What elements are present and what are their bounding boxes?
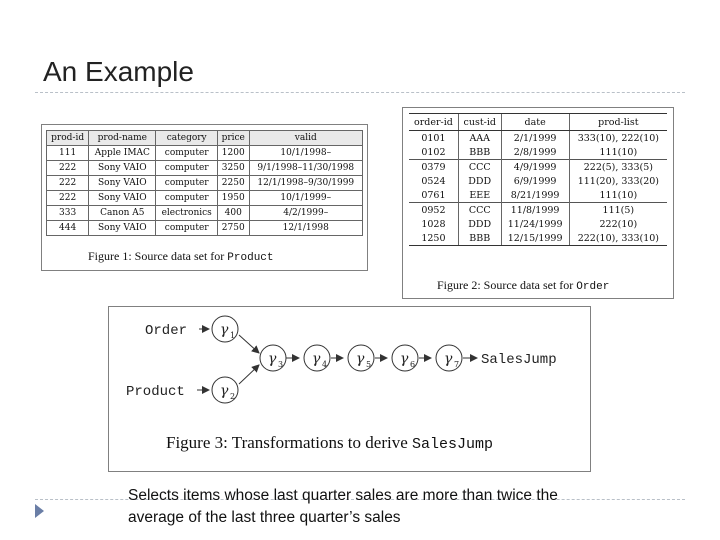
table-row <box>409 174 667 188</box>
figure-2-caption <box>437 278 609 293</box>
table-row <box>409 188 667 203</box>
column-header: category <box>156 131 218 146</box>
column-header: date <box>501 114 569 131</box>
figure-1-caption <box>88 249 274 264</box>
table-cell: 222 <box>47 161 89 176</box>
node-symbol: γ <box>220 322 229 338</box>
node-sub: 3 <box>278 360 284 369</box>
table-row <box>409 203 667 218</box>
table-cell: computer <box>156 221 218 236</box>
table-cell: BBB <box>458 145 501 160</box>
node-t5 <box>348 345 374 371</box>
table-cell: 222(10), 333(10) <box>569 231 667 246</box>
table-cell: EEE <box>458 188 501 203</box>
column-header: prod-name <box>89 131 156 146</box>
column-header: order-id <box>409 114 458 131</box>
table-cell: 4/2/1999– <box>249 206 362 221</box>
node-t6 <box>392 345 418 371</box>
table-row <box>409 160 667 175</box>
table-row <box>47 146 363 161</box>
figure-transformation-diagram <box>108 306 591 472</box>
caption-text: Figure 2: Source data set for <box>437 278 577 292</box>
table-cell: 333 <box>47 206 89 221</box>
column-header: valid <box>249 131 362 146</box>
table-cell: 6/9/1999 <box>501 174 569 188</box>
table-cell: 12/15/1999 <box>501 231 569 246</box>
table-cell: Apple IMAC <box>89 146 156 161</box>
node-t4 <box>304 345 330 371</box>
table-cell: 1200 <box>217 146 249 161</box>
table-cell: CCC <box>458 203 501 218</box>
table-cell: 0524 <box>421 175 446 187</box>
table-cell: 0102 <box>421 146 446 158</box>
table-cell: 2250 <box>217 176 249 191</box>
input-order: Order <box>145 323 188 339</box>
column-header: prod-list <box>569 114 667 131</box>
table-row <box>47 191 363 206</box>
caption-text: Figure 1: Source data set for <box>88 249 228 263</box>
title-divider <box>35 92 685 93</box>
figure-product-table <box>41 124 368 271</box>
body-text: Selects items whose last quarter sales are more than twice the average of the last three quarter’s sales <box>128 487 558 526</box>
bullet-arrow-icon <box>35 504 44 518</box>
table-cell: 444 <box>47 221 89 236</box>
caption-code: Order <box>576 281 610 293</box>
table-row <box>47 161 363 176</box>
table-cell: CCC <box>458 160 501 175</box>
table-cell: 1250 <box>409 231 458 246</box>
table-cell: DDD <box>458 174 501 188</box>
edge <box>239 365 259 384</box>
column-header: prod-id <box>47 131 89 146</box>
table-cell: 111(5) <box>569 203 667 218</box>
table-cell: BBB <box>458 231 501 246</box>
table-cell: DDD <box>458 217 501 231</box>
slide-title: An Example <box>43 56 194 87</box>
table-cell: 1950 <box>217 191 249 206</box>
table-cell: 12/1/1998–9/30/1999 <box>249 176 362 191</box>
table-cell: 0379 <box>409 160 458 175</box>
table-row <box>409 145 667 160</box>
output-salesjump: SalesJump <box>481 352 557 368</box>
table-cell: Sony VAIO <box>89 176 156 191</box>
node-sub: 6 <box>410 360 416 369</box>
table-header-row <box>409 114 667 131</box>
caption-text: Figure 3: Transformations to derive <box>166 433 413 452</box>
table-row <box>409 217 667 231</box>
table-cell: 2/8/1999 <box>501 145 569 160</box>
table-cell: 0101 <box>421 132 446 144</box>
edge <box>239 335 259 353</box>
caption-code: SalesJump <box>412 436 494 453</box>
table-cell: AAA <box>458 131 501 146</box>
column-header: price <box>217 131 249 146</box>
table-cell: 222 <box>47 176 89 191</box>
node-t2 <box>212 377 238 403</box>
table-cell: 11/8/1999 <box>501 203 569 218</box>
table-cell: 400 <box>217 206 249 221</box>
table-cell: Sony VAIO <box>89 161 156 176</box>
figure-3-caption <box>166 433 493 453</box>
table-cell: 8/21/1999 <box>501 188 569 203</box>
node-symbol: γ <box>220 383 229 399</box>
table-cell: 222(5), 333(5) <box>569 160 667 175</box>
node-sub: 5 <box>366 360 372 369</box>
node-symbol: γ <box>356 351 365 367</box>
table-cell: computer <box>156 176 218 191</box>
table-row <box>47 176 363 191</box>
figure-order-table <box>402 107 674 299</box>
table-cell: electronics <box>156 206 218 221</box>
column-header: cust-id <box>458 114 501 131</box>
node-sub: 2 <box>230 392 236 401</box>
table-row <box>409 231 667 246</box>
table-cell: Sony VAIO <box>89 191 156 206</box>
table-cell: 1028 <box>421 218 446 230</box>
table-row <box>409 131 667 146</box>
product-table <box>46 130 363 236</box>
node-t1 <box>212 316 238 342</box>
order-table <box>409 113 667 246</box>
table-cell: 111(10) <box>569 145 667 160</box>
table-cell: 11/24/1999 <box>501 217 569 231</box>
table-cell: 222(10) <box>569 217 667 231</box>
caption-code: Product <box>227 252 274 264</box>
table-cell: computer <box>156 146 218 161</box>
table-header-row <box>47 131 363 146</box>
table-cell: 9/1/1998–11/30/1998 <box>249 161 362 176</box>
table-cell: 12/1/1998 <box>249 221 362 236</box>
node-symbol: γ <box>312 351 321 367</box>
table-cell: computer <box>156 191 218 206</box>
table-cell: 3250 <box>217 161 249 176</box>
node-symbol: γ <box>268 351 277 367</box>
table-cell: 2/1/1999 <box>501 131 569 146</box>
table-cell: 0761 <box>421 189 446 201</box>
table-cell: 10/1/1998– <box>249 146 362 161</box>
table-cell: 333(10), 222(10) <box>569 131 667 146</box>
table-cell: Canon A5 <box>89 206 156 221</box>
node-t3 <box>260 345 286 371</box>
node-sub: 4 <box>322 360 328 369</box>
table-cell: Sony VAIO <box>89 221 156 236</box>
table-row <box>47 206 363 221</box>
table-cell: 111(10) <box>569 188 667 203</box>
node-symbol: γ <box>400 351 409 367</box>
node-sub: 1 <box>230 331 236 340</box>
table-row <box>47 221 363 236</box>
table-cell: 10/1/1999– <box>249 191 362 206</box>
input-product: Product <box>126 384 185 400</box>
table-cell: 2750 <box>217 221 249 236</box>
node-sub: 7 <box>454 360 460 369</box>
table-cell: 4/9/1999 <box>501 160 569 175</box>
table-cell: 222 <box>47 191 89 206</box>
node-symbol: γ <box>444 351 453 367</box>
table-cell: 111(20), 333(20) <box>569 174 667 188</box>
table-cell: 0952 <box>409 203 458 218</box>
table-cell: 111 <box>47 146 89 161</box>
node-t7 <box>436 345 462 371</box>
table-cell: computer <box>156 161 218 176</box>
